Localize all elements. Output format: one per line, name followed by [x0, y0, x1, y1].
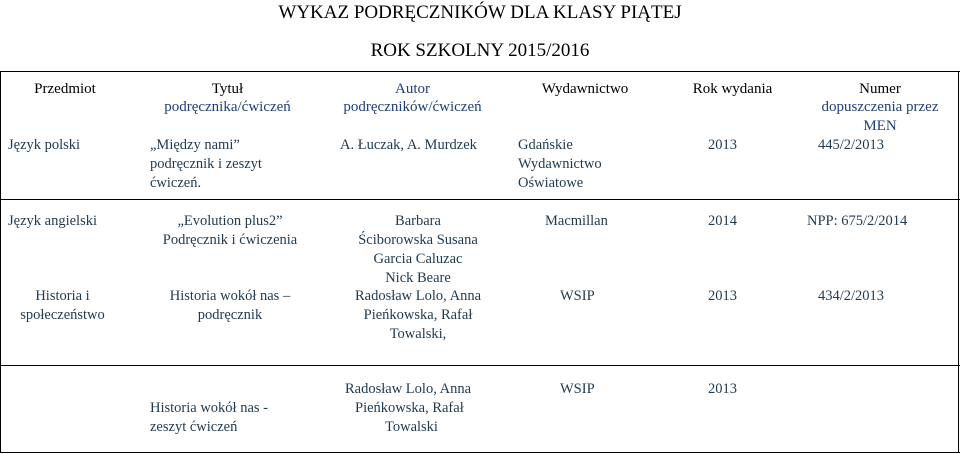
historia-author-line2: Pieńkowska, Rafał: [363, 307, 473, 323]
header-autor-line2: podręczników/ćwiczeń: [343, 99, 482, 115]
historia-author-line3: Towalski,: [389, 326, 447, 342]
angielski-year: 2014: [708, 213, 737, 229]
header-tytul-line2: podręcznika/ćwiczeń: [164, 99, 291, 115]
polski-author: A. Łuczak, A. Murdzek: [340, 137, 477, 153]
header-rok: Rok wydania: [692, 81, 773, 97]
polski-title-line1: „Między nami”: [150, 137, 240, 153]
table-left-border: [0, 71, 1, 453]
header-przedmiot: Przedmiot: [34, 81, 96, 97]
row-divider-2: [0, 365, 960, 366]
historia-cw-title-line2: zeszyt ćwiczeń: [150, 419, 238, 435]
angielski-title-line1: „Evolution plus2”: [177, 213, 283, 229]
historia-title-line1: Historia wokół nas –: [169, 288, 291, 304]
polski-title-line3: ćwiczeń.: [150, 175, 202, 191]
header-numer-line2: dopuszczenia przez: [821, 99, 939, 115]
header-numer-line1: Numer: [859, 81, 901, 97]
row-divider-1: [0, 199, 960, 200]
polski-year: 2013: [708, 137, 737, 153]
angielski-author-line1: Barbara: [395, 213, 441, 229]
historia-cw-publisher: WSIP: [560, 381, 595, 397]
historia-cw-author-line3: Towalski: [385, 419, 438, 435]
historia-cw-year: 2013: [708, 381, 737, 397]
historia-year: 2013: [708, 288, 737, 304]
table-top-border: [0, 71, 960, 72]
angielski-title-line2: Podręcznik i ćwiczenia: [162, 232, 298, 248]
historia-publisher: WSIP: [560, 288, 595, 304]
angielski-author-line2: Ściborowska Susana: [358, 232, 478, 248]
table-bottom-border: [0, 452, 960, 453]
historia-title-line2: podręcznik: [197, 307, 263, 323]
polski-title-line2: podręcznik i zeszyt: [150, 156, 262, 172]
document-subtitle: ROK SZKOLNY 2015/2016: [370, 40, 590, 61]
historia-number: 434/2/2013: [818, 288, 885, 304]
historia-cw-author-line1: Radosław Lolo, Anna: [345, 381, 472, 397]
document-title: WYKAZ PODRĘCZNIKÓW DLA KLASY PIĄTEJ: [278, 2, 682, 23]
angielski-author-line4: Nick Beare: [385, 270, 451, 286]
header-wydawnictwo: Wydawnictwo: [541, 81, 629, 97]
header-tytul-line1: Tytuł: [211, 81, 244, 97]
polski-publisher-line3: Oświatowe: [518, 175, 584, 191]
polski-publisher-line2: Wydawnictwo: [518, 156, 602, 172]
table-right-border: [958, 71, 959, 453]
header-numer-line3: MEN: [863, 118, 897, 134]
angielski-subject: Język angielski: [8, 213, 97, 229]
historia-author-line1: Radosław Lolo, Anna: [354, 288, 482, 304]
polski-subject: Język polski: [8, 137, 81, 153]
historia-subject-line2: społeczeństwo: [20, 307, 105, 323]
angielski-number: NPP: 675/2/2014: [807, 213, 908, 229]
header-autor-line1: Autor: [395, 81, 430, 97]
polski-number: 445/2/2013: [818, 137, 885, 153]
angielski-publisher: Macmillan: [545, 213, 608, 229]
angielski-author-line3: Garcia Caluzac: [373, 251, 463, 267]
historia-cw-title-line1: Historia wokół nas -: [150, 400, 268, 416]
historia-cw-author-line2: Pieńkowska, Rafał: [355, 400, 464, 416]
polski-publisher-line1: Gdańskie: [518, 137, 573, 153]
historia-subject-line1: Historia i: [35, 288, 90, 304]
